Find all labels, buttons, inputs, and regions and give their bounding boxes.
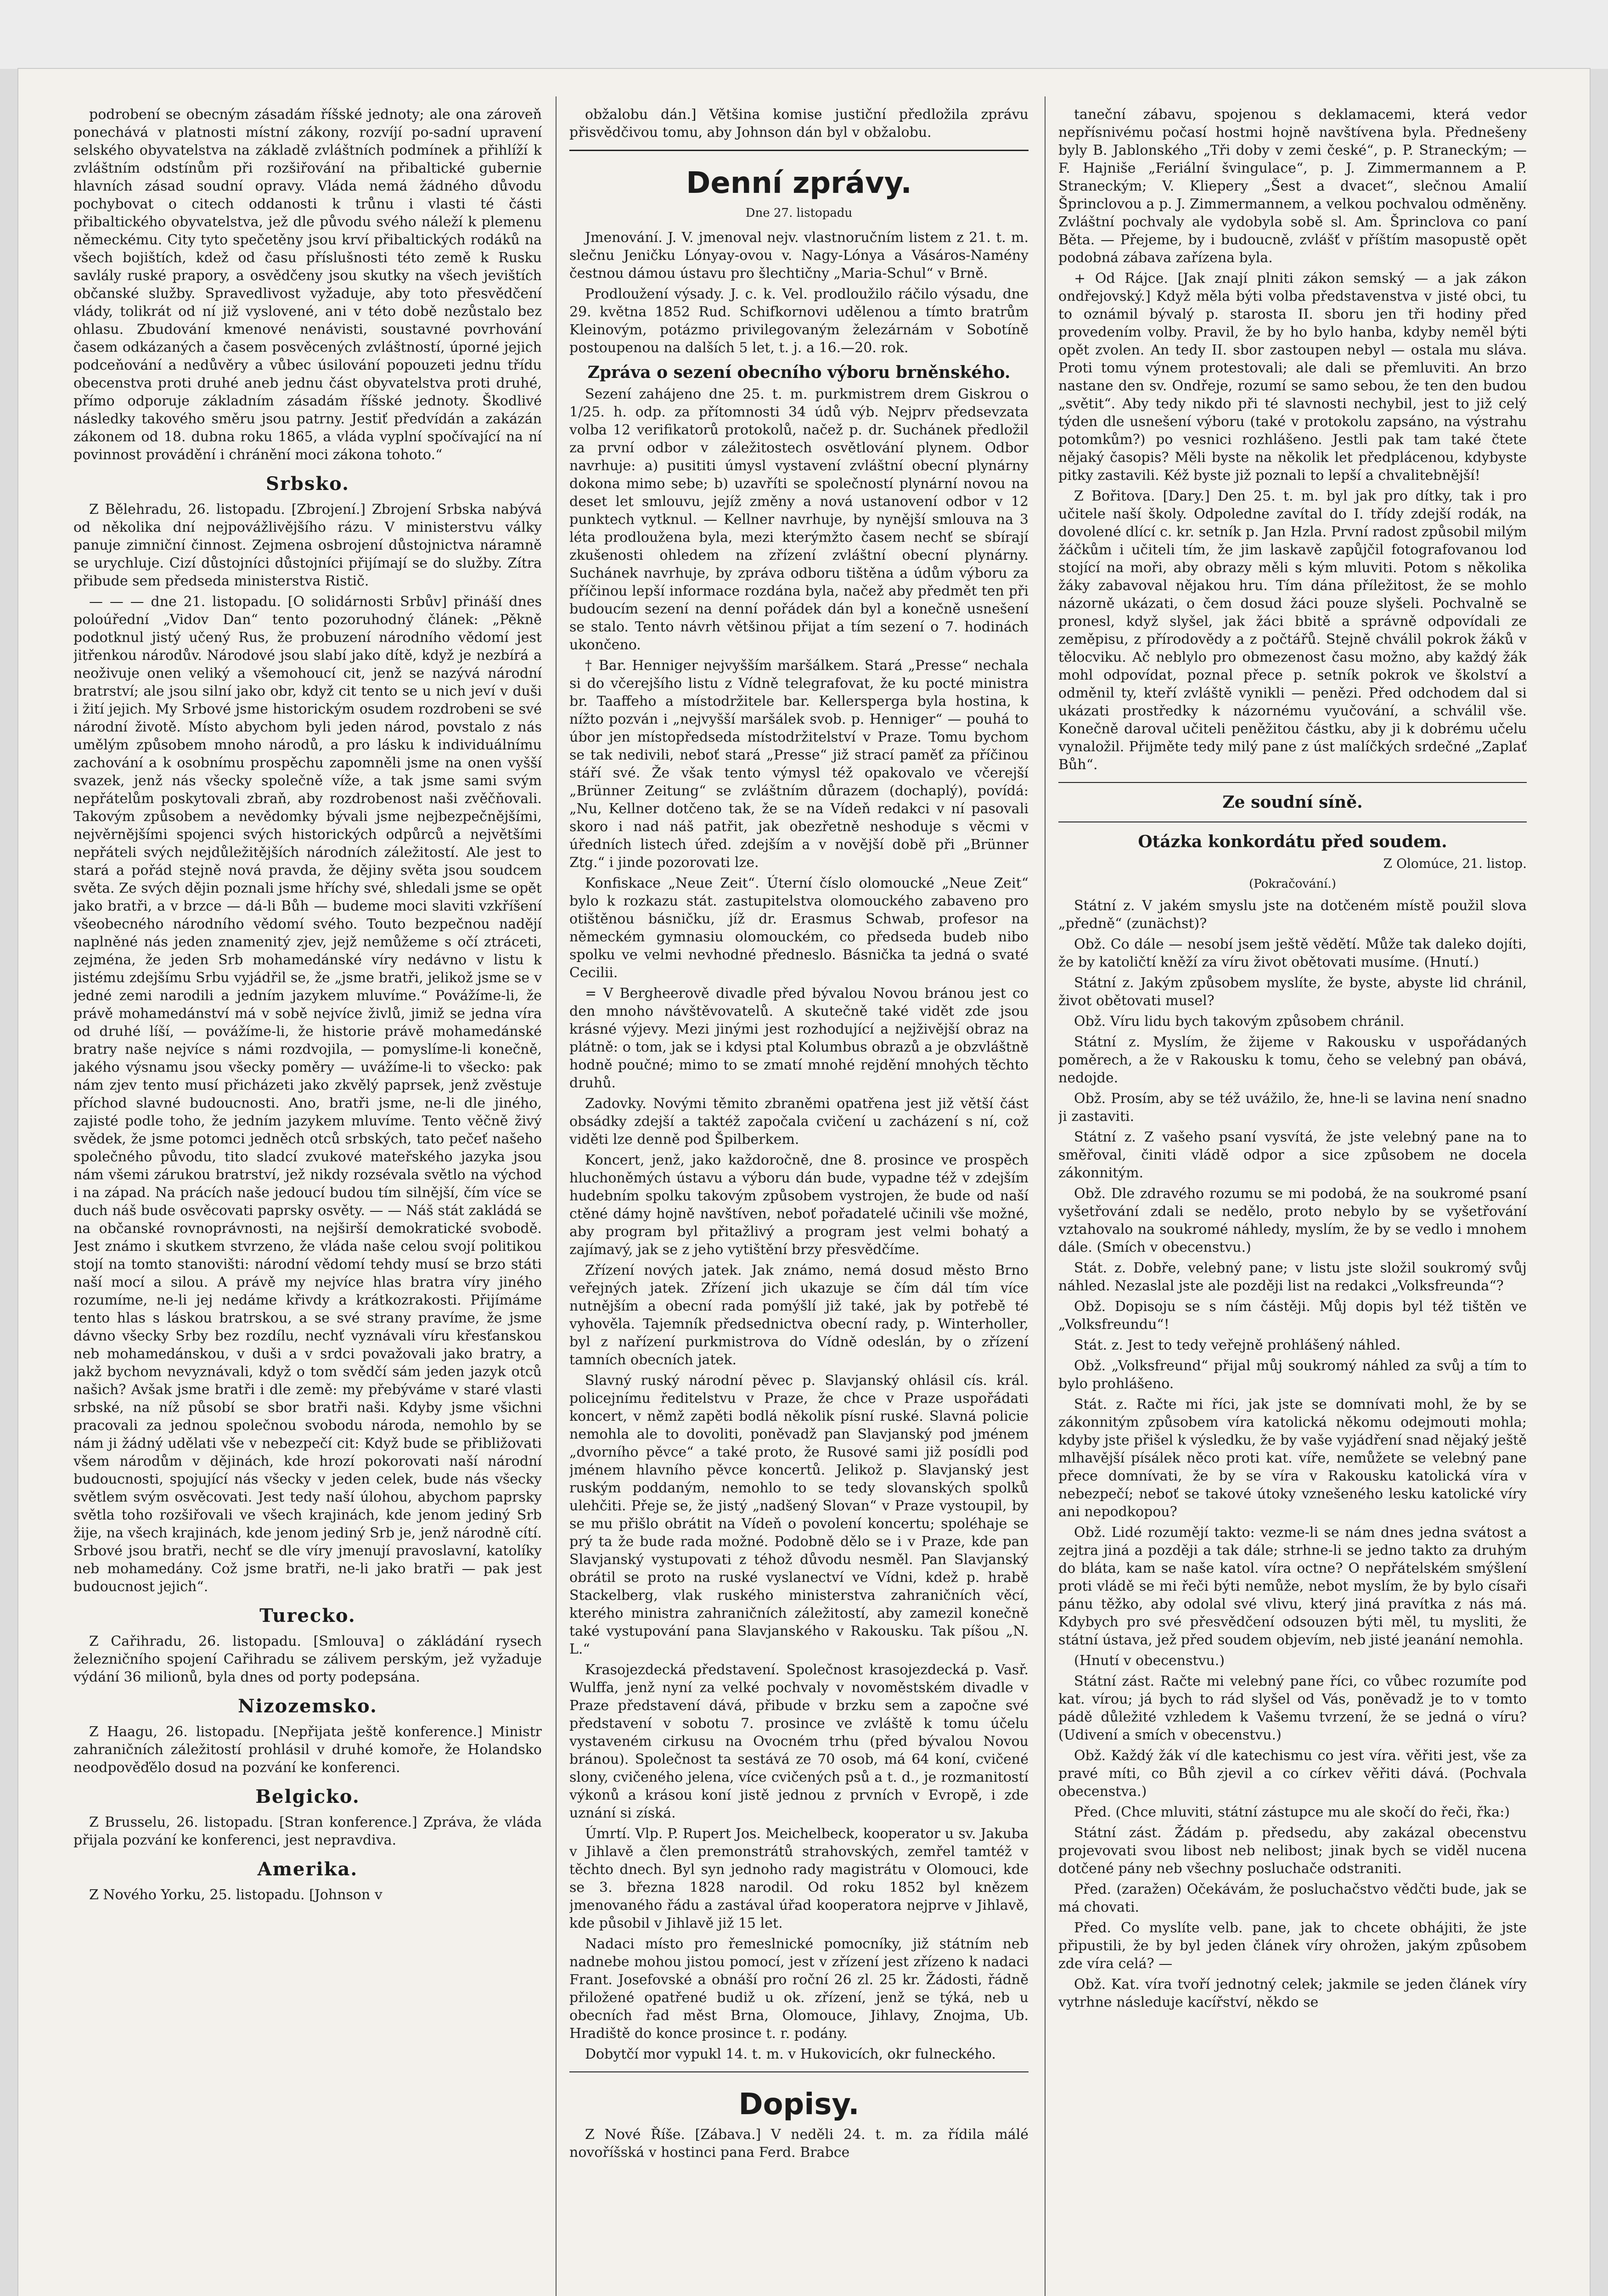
section-heading-srbsko: Srbsko. [265,473,350,495]
court-dialogue: Obž. Prosím, aby se též uvážilo, že, hne-li se lavina není snadno ji zastaviti. [1058,1091,1527,1125]
court-dialogue: Obž. Kat. víra tvoří jednotný celek; jakmile se jeden článek víry vytrhne následuje kacířství, někdo se [1058,1976,1527,2010]
news-item: = V Bergheerově divadle před bývalou Novou bránou jest co den mnoho návštěvovatelů. A skutečně také vidět zde jsou krásné výjevy. Mezi jinými jest rozhodující a nejživější obraz na plátně: o tom, jak se i kdysi ptal Kolumbus obrazů a je obzvláštně hodně poučné; mimo to se zmatí mnohé rejdění mnohých těchto druhů. [569,985,1029,1091]
dateline: Z Olomúce, 21. listop. [1383,856,1527,871]
article-paragraph: Z Nového Yorku, 25. listopadu. [Johnson v [89,1887,382,1903]
news-item: Konfiskace „Neue Zeit“. Úterní číslo olomoucké „Neue Zeit“ bylo k rozkazu stát. zastupitelstva olomouckého zabaveno pro otištěnou básničku, jíž dr. Erasmus Schwab, profesor na německém gymnasiu olomouckém, co předseda budeb nibo spolku ve velmi nevhodné předneslo. Básnička ta jedná o svaté Cecilii. [569,875,1029,981]
court-dialogue: Státní z. V jakém smyslu jste na dotčeném místě použil slova „předně“ (zunächst)? [1058,898,1527,932]
divider [569,2071,1029,2072]
column-middle [569,106,1029,2296]
section-heading-amerika: Amerika. [257,1858,358,1880]
news-item: Zřízení nových jatek. Jak známo, nemá dosud město Brno veřejných jatek. Zřízení jich ukazuje se čím dál tím více nutnějším a obecní rada pomýšlí již také, jak by potřebě té vyhověla. Tajemník předsednictva obecní rady, p. Winterholler, byl z nařízení purkmistrova do Vídně odeslán, by o zřízení tamních obecních jatek. [569,1262,1029,1368]
court-dialogue: Před. Co myslíte velb. pane, jak to chcete obhájiti, že jste připustili, že by byl jeden článek víry ohrožen, jakým způsobem zde víra celá? — [1058,1920,1527,1972]
court-dialogue: Stát. z. Dobře, velebný pane; v listu jste složil soukromý svůj náhled. Nezaslal jste ale později list na redakci „Volksfreunda“? [1058,1260,1527,1294]
section-title-dopisy: Dopisy. [738,2088,860,2122]
letter-paragraph: taneční zábavu, spojenou s deklamacemi, která vedor nepřísnivému počasí hostmi hojně navštívena byla. Přednešeny byly B. Jablonského „Tři doby v zemi české“, p. P. Straneckým; — F. Hajniše „Feriální švingulace“, p. J. Zimmermannem a P. Straneckým; V. Kliepery „Šest a dvacet“, slečnou Amalií Šprinclovou a p. J. Zimmermannem, a velkou pochvalou odměněny. Zvláštní pochvaly ale vydobyla sobě sl. Am. Šprinclova co paní Běta. — Přejeme, by i budoucně, zvlášť v příštím masopustě opět podobná zábava zařízena byla. [1058,107,1527,266]
section-title-soudni-sin: Ze soudní síně. [1222,793,1363,812]
article-heading-konkordat: Otázka konkordátu před soudem. [1138,832,1447,851]
news-heading: Zpráva o sezení obecního výboru brněnského. [587,363,1011,382]
continued-note: (Pokračování.) [1249,877,1336,891]
court-dialogue: Státní z. Myslím, že žijeme v Rakousku v uspořádaných poměrech, a že v Rakousku k tomu, čeho se velebný pan obává, nedojde. [1058,1034,1527,1086]
news-item: Prodloužení výsady. J. c. k. Vel. prodloužilo ráčilo výsadu, dne 29. května 1852 Rud. Schifkornovi udělenou a tímto bratrům Kleinovým, potázmo privilegovaným železárnám v Sobotíně postoupenou na dalších 5 let, t. j. a 16.—20. rok. [569,286,1029,356]
article-paragraph: obžalobu dán.] Většina komise justiční předložila zprávu přisvědčivou tomu, aby Johnson dán byl v obžalobu. [569,107,1029,141]
court-dialogue: (Hnutí v obecenstvu.) [1074,1653,1225,1669]
news-item: † Bar. Henniger nejvyšším maršálkem. Stará „Presse“ nechala si do včerejšího listu z Vídně telegrafovat, že ku pocté ministra br. Taaffeho a místodržitele bar. Kellersperga byla hostina, k nížto pozván i „nejvyšší maršálek svob. p. Henniger“ — pouhá to úbor jen místopředseda místodržitelství v Praze. Tomu bychom se tak nedivili, neboť stará „Presse“ již strací paměť za příčinou stáří své. Že však tento výmysl též opakovalo ve včerejší „Brünner Zeitung“ se zvláštním důrazem (dochaplý), povídá: „Nu, Kellner dotčeno tak, že se na Vídeň redakci v ní pasovali skoro i nad náš patřit, jak obezřetně neshoduje s věcmi v úředních listech úřed. zdejším a v novější době při „Brünner Ztg.“ i jinde pozorovati lze. [569,658,1029,871]
news-item: Jmenování. J. V. jmenoval nejv. vlastnoručním listem z 21. t. m. slečnu Jeničku Lónyay-ovou v. Nagy-Lónya a Vásáros-Namény čestnou dámou ústavu pro šlechtičny „Maria-Schul“ v Brně. [569,230,1029,281]
news-item: Nadaci místo pro řemeslnické pomocníky, již státním neb nadnebe mohou jistou pomocí, jest v zřízení jest zřízeno k nadaci Frant. Josefovské a obnáší pro roční 26 zl. 25 kr. Žádosti, řádně přiložené opatřené budiž u ok. zřízení, jenž se týká, neb u obecních řad měst Brna, Olomouce, Jihlavy, Znojma, Ub. Hradiště do konce prosince t. r. podány. [569,1936,1029,2042]
column-divider [556,96,557,2296]
news-item: Zadovky. Novými těmito zbraněmi opatřena jest již větší část obsádky zdejší a taktéž započala cvičení u zacházení s ní, což viděti lze denně pod Špilberkem. [569,1096,1029,1148]
court-dialogue: Státní zást. Žádám p. předsedu, aby zakázal obecenstvu projevovati svou libost neb nelibost; jinak bych se viděl nucena dotčené pány neb všechny posluchače odstraniti. [1058,1825,1527,1877]
news-item: Dobytčí mor vypukl 14. t. m. v Hukovicích, okr fulneckého. [585,2046,996,2062]
court-dialogue: Obž. Dopisoju se s ním částěji. Můj dopis byl též tištěn ve „Volksfreundu“! [1058,1299,1527,1333]
article-paragraph: — — — dne 21. listopadu. [O solidárnosti Srbův] přináší dnes poloúřední „Vidov Dan“ tento pozoruhodný článek: „Pěkně podotknul jistý učený Rus, že probuzení národního vědomí jest jitřenkou národův. Národové jsou slabí jako dítě, když je nezbírá a neoživuje onen veliký a všemohoucí cit, jenž se nazývá národní bratrství; ale jsou silní jako obr, když cit tento se u nich jeví v duši i žití jejich. My Srbové jsme historickým osudem rozdrobeni se své národní životě. Místo abychom byli jeden národ, povstalo z nás umělým způsobem mnoho národů, a pro lásku k individuálnímu zachování a k osobnímu prospěchu zapomněli jsme na onen vyšší svazek, jenž nás všecky společně víže, a tak jsme sami svým nepřátelům poskytovali zbraň, aby rozdrobenost naši zvěčňovali. Takovým způsobem a nevědomky bývali jsme nejbezpečnějšími, nejvěrnějšími spojenci svých historických odpůrců a největšími nepřáteli svých nejdůležitějších národních záležitostí. Ale jest to stará a pořád stejně nová pravda, že dějiny světa jsou soudcem světa. Ze svých dějin poznali jsme hříchy své, shledali jsme se opět jako bratři, a v brzce — dá-li Bůh — budeme moci slaviti vzkříšení všeobecného národního vědomí svého. Touto bezpečnou nadějí naplněné nás jeden znamenitý zjev, jejž nemůžeme s očí ztráceti, zejména, že jeden Srb mohamedánské víry nedávno v listu k jistému zdejšímu Srbu vyjádřil se, že „jsme bratři, jelikož jsme se v jedné zemi narodili a jedním jazykem mluvíme.“ Povážíme-li, že právě mohamedánství má v sobě nejvíce živlů, jimiž se jedna víra od druhé líší, — povážíme-li, že historie právě mohamedánské bratry naše nejvíce s námi rozdvojila, — pomyslíme-li konečně, jakého výsnamu jsou všecky poměry — uvážíme-li to všecko: pak nám zjev tento musí přicházeti jako zkvělý paprsek, jenž zvěstuje příchod slavné budoucnosti. Ano, bratři jsme, ne-li dle jiného, zajisté podle toho, že jedním jazykem mluvíme. Tento věčně živý svědek, že jsme potomci jedněch otců srbských, tato pečeť našeho společného původu, tito sladcí zvukové mateřského jazyka jsou nám všemi zárukou bratrství, jež nikdy rozsévala světlo na východ i na západ. Na prácích naše jedoucí budou tím silnější, čím více se duch náš bude osvěcovati paprsky osvěty. — — Náš stát zakládá se na občanské rovnoprávnosti, na nejširší demokratické svobodě. Jest známo i skutkem stvrzeno, že vláda naše celou svojí politikou stojí na tomto stanovišti: národní vědomí tehdy musí se brzo státi naší mocí a silou. A právě my nejvíce hlas bratra víry jiného rozumíme, ne-li jej nedáme křivdy a krátkozrakosti. Přijímáme tento hlas s láskou bratrskou, a se své strany pravíme, že jsme dávno všecky Srby bez rozdílu, nechť vyznávali víru křesťanskou neb mohamedánskou, v duši a v srdci považovali jako bratry, a jakž bychom nevyznávali, když o tom svědčí sám jeden jazyk otců našich? Avšak jsme bratři i dle země: my přebýváme v staré vlasti srbské, na níž působí se sbor bratři naši. Kdyby jsme všichni pracovali za jednou společnou svobodu národa, nemohlo by se nám ji žádný udělati vše v nebezpečí cit: Když bude se přibližovati všem národům v dějinách, kde hrozí pokorovati naší národní budoucnosti, spojující nás všecky v jeden celek, bude nás všecky světlem svým osvěcovati. Jest tedy naší úlohou, abychom paprsky světla toho rozšiřovali ve všech krajinách, kde jenom jediný Srb žije, na všech krajinách, kde jenom jediný Srb je, jenž národně cítí. Srbové jsou bratři, nechť se dle víry jmenují pravoslavní, katolíky neb mohamedány. Což jsme bratři, ne-li jako bratři — pak jest budoucnost jejich“. [73,594,542,1595]
divider [1058,782,1527,783]
court-dialogue: Stát. z. Jest to tedy veřejně prohlášený náhled. [1074,1337,1401,1353]
article-paragraph: Z Brusselu, 26. listopadu. [Stran konference.] Zpráva, že vláda přijala pozvání ke konferenci, jest nepravdiva. [73,1814,542,1848]
article-paragraph: Z Bělehradu, 26. listopadu. [Zbrojení.] Zbrojení Srbska nabývá od několika dní nejpovážlivějšího rázu. V ministerstvu války panuje zimniční činnost. Zejmena osbrojení důstojnictva náramně se urychluje. Cizí důstojníci důstojníci přijímají se do služby. Zítra přibude sem předseda ministerstva Ristič. [73,501,542,589]
news-item: Úmrtí. Vlp. P. Rupert Jos. Meichelbeck, kooperator u sv. Jakuba v Jihlavě a člen premonstrátů strahovských, zemřel tamtéž v těchto dnech. Byl syn jednoho rady magistrátu v Olomouci, kde se 3. března 1828 narodil. Od roku 1852 byl knězem jmenovaného řádu a zastával úřad kooperatora nejprve v Jihlavě, kde působil v Jihlavě již 15 let. [569,1826,1029,1931]
section-heading-belgicko: Belgicko. [255,1786,360,1807]
article-paragraph: Z Cařihradu, 26. listopadu. [Smlouva] o zákládání rysech železničního spojení Cařihradu se zálivem perským, jež vyžaduje výdání 36 milionů, byla dnes od porty podepsána. [73,1633,542,1685]
scan-top-margin [0,0,1608,69]
court-dialogue: Před. (zaražen) Očekávám, že posluchačstvo vědčti bude, jak se má chovati. [1058,1881,1527,1915]
section-title-denni-zpravy: Denní zprávy. [686,166,912,200]
divider [569,150,1029,151]
section-date: Dne 27. listopadu [745,206,853,220]
news-item: Koncert, jenž, jako každoročně, dne 8. prosince ve prospěch hluchoněmých ústavu a výboru dán bude, vypadne též v zdejším hudebním spolku takovým způsobem vystrojen, že bude od naší ctěné dámy hojně navštíven, neboť pořadatelé učinili vše možné, aby program byl přitažlivý a program jest velmi bohatý a zajímavý, jak se z jeho vytištění brzy přesvědčíme. [569,1152,1029,1258]
court-dialogue: Státní zást. Račte mi velebný pane říci, co vůbec rozumíte pod kat. vírou; já bych to rád slyšel od Vás, poněvadž je to v tomto pádě důležité vzhledem k Vašemu tvrzení, že se jedná o víru? (Udivení a smích v obecenstvu.) [1058,1673,1527,1743]
section-heading-nizozemsko: Nizozemsko. [238,1695,377,1717]
newspaper-page [18,69,1590,2296]
court-dialogue: Stát. z. Račte mi říci, jak jste se domnívati mohl, že by se zákonnitým způsobem víra katolická někomu odejmouti mohla; kdyby jste přišel k výsledku, že by vaše vyjádření snad nějaký ještě mlhavější písálek něco proti kat. víře, nemůžete se velebný pane přece domnívati, že by se víra v Rakousku katolická víra v nebezpečí; neboť se takové útoky vznešeného lesku katolické víry ani nepodkopou? [1058,1396,1527,1520]
column-left [73,106,542,2296]
court-dialogue: Obž. Dle zdravého rozumu se mi podobá, že na soukromé psaní vyšetřování zdali se nedělo, proto nebylo by se vyšetřování vztahovalo na soukromé náhledy, myslím, že by se vedlo i mnohem dále. (Smích v obecenstvu.) [1058,1186,1527,1255]
column-divider [1045,96,1046,2296]
letter-paragraph: + Od Rájce. [Jak znají plniti zákon semský — a jak zákon ondřejovský.] Když měla býti volba představenstva v jisté obci, tu to oznámil bývalý p. starosta II. sboru jen tři hodiny před provedením volby. Pravil, že by ho bylo hanba, kdyby neměl býti opět zvolen. An tedy II. sbor zastoupen nebyl — ostala mu sláva. Proti tomu výnem protestovali; ale dali se přemluviti. An brzo nastane den sv. Ondřeje, rozumí se samo sebou, že ten den budou „světit“. Aby tedy nikdo při té slavnosti nechybil, jest to již celý týden dle usnešení výboru (také v protokolu zapsáno, na výstrahu potomkům?) po vesnici rozhlášeno. Jestli pak tam také čtete nějaký časopis? Měli byste na několik let předplácenou, kdybyste pitky zastavili. Kéž byste již poznali to lepší a chvalitebnější! [1058,270,1527,484]
court-dialogue: Obž. „Volksfreund“ přijal můj soukromý náhled za svůj a tím to bylo prohlášeno. [1058,1358,1527,1392]
column-right [1058,106,1527,2296]
court-dialogue: Před. (Chce mluviti, státní zástupce mu ale skočí do řeči, řka:) [1074,1804,1510,1820]
court-dialogue: Obž. Víru lidu bych takovým způsobem chránil. [1074,1013,1405,1030]
news-item: Krasojezdecká představení. Společnost krasojezdecká p. Vasř. Wulffa, jenž nyní za velké pochvaly v novoměstském divadle v Praze představení dává, přibude v brzku sem a započne své představení v sobotu 7. prosince ve zvláště k tomu účelu vystaveném cirkusu na Ovocném trhu (před bývalou Novou bránou). Společnost ta sestává ze 70 osob, má 64 koní, cvičené slony, cvičeného jelena, více cvičených psů a t. d., je rozmanitostí výkonů a krásou koní jistě jednou z prvních v Evropě, i zde uznání si získá. [569,1662,1029,1821]
court-dialogue: Obž. Každý žák ví dle katechismu co jest víra. věřiti jest, vše za pravé míti, co Bůh zjevil a co církev věřiti dává. (Pochvala obecenstva.) [1058,1748,1527,1800]
letter-paragraph: Z Nové Říše. [Zábava.] V neděli 24. t. m. za řídila málé novoříšská v hostinci pana Ferd. Brabce [569,2127,1029,2161]
article-paragraph: podrobení se obecným zásadám říšské jednoty; ale ona zároveň ponechává v platnosti místní zákony, rozvíjí po-sadní upravení selského obyvatelstva na základě zvláštních podmínek a přihlíží k zvláštním odstínům při rozšiřování na přibaltické gubernie hlavních zásad soudní opravy. Vláda nemá žádného důvodu pochybovat o citech oddanosti k trůnu i vlasti té části přibaltického obyvatelstva, jež dle původu svého náleží k plemenu německému. City tyto spečetěny jsou krví přibaltických rodáků na všech bojištích, kdež od času příslušnosti této země k Rusku savlály ruské prapory, a osvědčeny jsou skutky na všech jevištích občanské služby. Spravedlivost vyžaduje, aby toto přesvědčení vlády, tolikrát od ní již vyslovené, ani v této době nezůstalo bez ohlasu. Zbudování kmenové nenávisti, soustavné povrhování časem odkázaných a časem posvěcených zvláštností, úporné jejich podceňování a nedůvěry a vůbec úsilování popouzeti jednu třídu obecenstva proti druhé aneb jednu část obyvatelstva proti druhé, přímo odporuje základním zásadám říšské jednoty. Škodlivé následky takového směru jsou patrny. Jestiť předvídán a zakázán zákonem od 18. dubna roku 1865, a vláda vyplní spočívající na ní povinnost provádění i chránění moci zákona tohoto.“ [73,107,542,463]
letter-paragraph: Z Bořitova. [Dary.] Den 25. t. m. byl jak pro dítky, tak i pro učitele naší školy. Odpoledne zavítal do I. třídy zdejší rodák, na dovolené dlící c. kr. setník p. Jan Hzla. První radost způsobil milým žáčkům i učiteli tím, že jim laskavě zapůjčil fotografovanou lod stojící na moři, aby obrazy měli s kým mluviti. Potom s několika žáky zabavoval nějakou hru. Tím dána příležitost, že se mohlo názorně ukázati, o čem dosud žáci pouze slyšeli. Pochvalně se pronesl, když slyšel, jak žáci bbitě a správně odpovídali ze zeměpisu, z přírodovědy a z počtářů. Stejně chválil pokrok žáků v tělocviku. Ač neblylo pro obmezenost času možno, aby každý žák mohl odpovídat, poznal přece p. setník pokrok ve školství a odměnil ty, kteří zvláště vynikli — penězi. Před odchodem dal si ukázati prostředky k názornému vyučování, a schválil vše. Konečně daroval učiteli peněžitou částku, aby ji k dobrému učelu vynaložil. Přijměte tedy milý pane z úst malíčkých srdečné „Zaplať Bůh“. [1058,488,1527,773]
article-paragraph: Z Haagu, 26. listopadu. [Nepřijata ještě konference.] Ministr zahraničních záležitostí prohlásil v druhé komoře, že Holandsko neodpověďělo dosud na pozvání ke konferenci. [73,1724,542,1776]
court-dialogue: Obž. Lidé rozumějí takto: vezme-li se nám dnes jedna svátost a zejtra jiná a později a tak dále; strhne-li se jedno takto za druhým do bláta, kam se naše katol. víra octne? O nepřátelském smýšlení proti vládě se mi řeči býti nemůže, nebot myslím, že by bylo císaři pánu těžko, aby odolal své vlivu, který jiná pravítka z nás má. Kdybych pro své přesvědčení odsouzen býti měl, tu mysliti, že státní ústava, jež před soudem objevím, neb jisté jeanání nemohla. [1058,1525,1527,1648]
section-heading-turecko: Turecko. [259,1605,356,1626]
court-dialogue: Státní z. Jakým způsobem myslíte, že byste, abyste lid chránil, život obětovati musel? [1058,975,1527,1009]
news-item: Slavný ruský národní pěvec p. Slavjanský ohlásil cís. král. policejnímu ředitelstvu v Praze, že chce v Praze uspořádati koncert, v němž zapěti bodlá několik písní ruské. Slavná policie nemohla ale to dovoliti, poněvadž pan Slavjanský pod jménem „dvorního pěvce“ a také proto, že Rusové sami již posídli pod jménem hlavního pěvce koncertů. Jelikož p. Slavjanský jest ruským poddaným, nemohlo to se tedy slovanských spolků ulehčiti. Přeje se, že jistý „nadšený Slovan“ v Praze vystoupil, by se mu přišlo obrátit na Vídeň o povolení koncertu; spoléhaje se prý ta že bude rada možné. Podobně dělo se i v Praze, kde pan Slavjanský vystupovati z téhož důvodu nesměl. Pan Slavjanský obrátil se proto na ruské vyslanectví ve Vídni, kdež p. hrabě Stackelberg, vlak ruského ministerstva zahraničních věcí, kterého ministra zahraničních záležitostí, aby zamezil konečně také vystupování pana Slavjanského v Rakousku. Tak píšou „N. L.“ [569,1373,1029,1657]
court-dialogue: Státní z. Z vašeho psaní vysvítá, že jste velebný pane na to směřoval, činiti vládě odpor a sice způsobem ne docela zákonnitým. [1058,1129,1527,1181]
court-dialogue: Obž. Co dále — nesobí jsem ještě vědětí. Může tak daleko dojíti, že by katoličtí kněží za víru život obětovati musíme. (Hnutí.) [1058,936,1527,970]
news-item: Sezení zahájeno dne 25. t. m. purkmistrem drem Giskrou o 1/25. h. odp. za přítomnosti 34 údů výb. Nejprv předsevzata volba 12 verifikatorů protokolů, načež p. dr. Suchánek předložil za první odbor v záležitostech osvětlování plynem. Odbor navrhuje: a) pusititi úmysl vystavení zvláštní obecní plynárny dokona mimo sebe; b) uzavříti se společností plynární novou na deset let smlouvu, jejíž změny a nová ustanovení odbor v 12 punktech vytknul. — Kellner navrhuje, by nynější smlouva na 3 léta prodloužena byla, mezi kterýmžto časem nechť se sbírají zkušenosti ohledem na zřízení zvláštní obecní plynárny. Suchánek navrhuje, by zpráva odboru tištěna a údům výboru za příčinou lepší informace rozdána byla, načež aby předmět ten při budoucím sezení na denní pořádek dán byl a konečně usnešení se stalo. Tento návrh většinou přijat a tím sezení o 7. hodinách ukončeno. [569,386,1029,653]
